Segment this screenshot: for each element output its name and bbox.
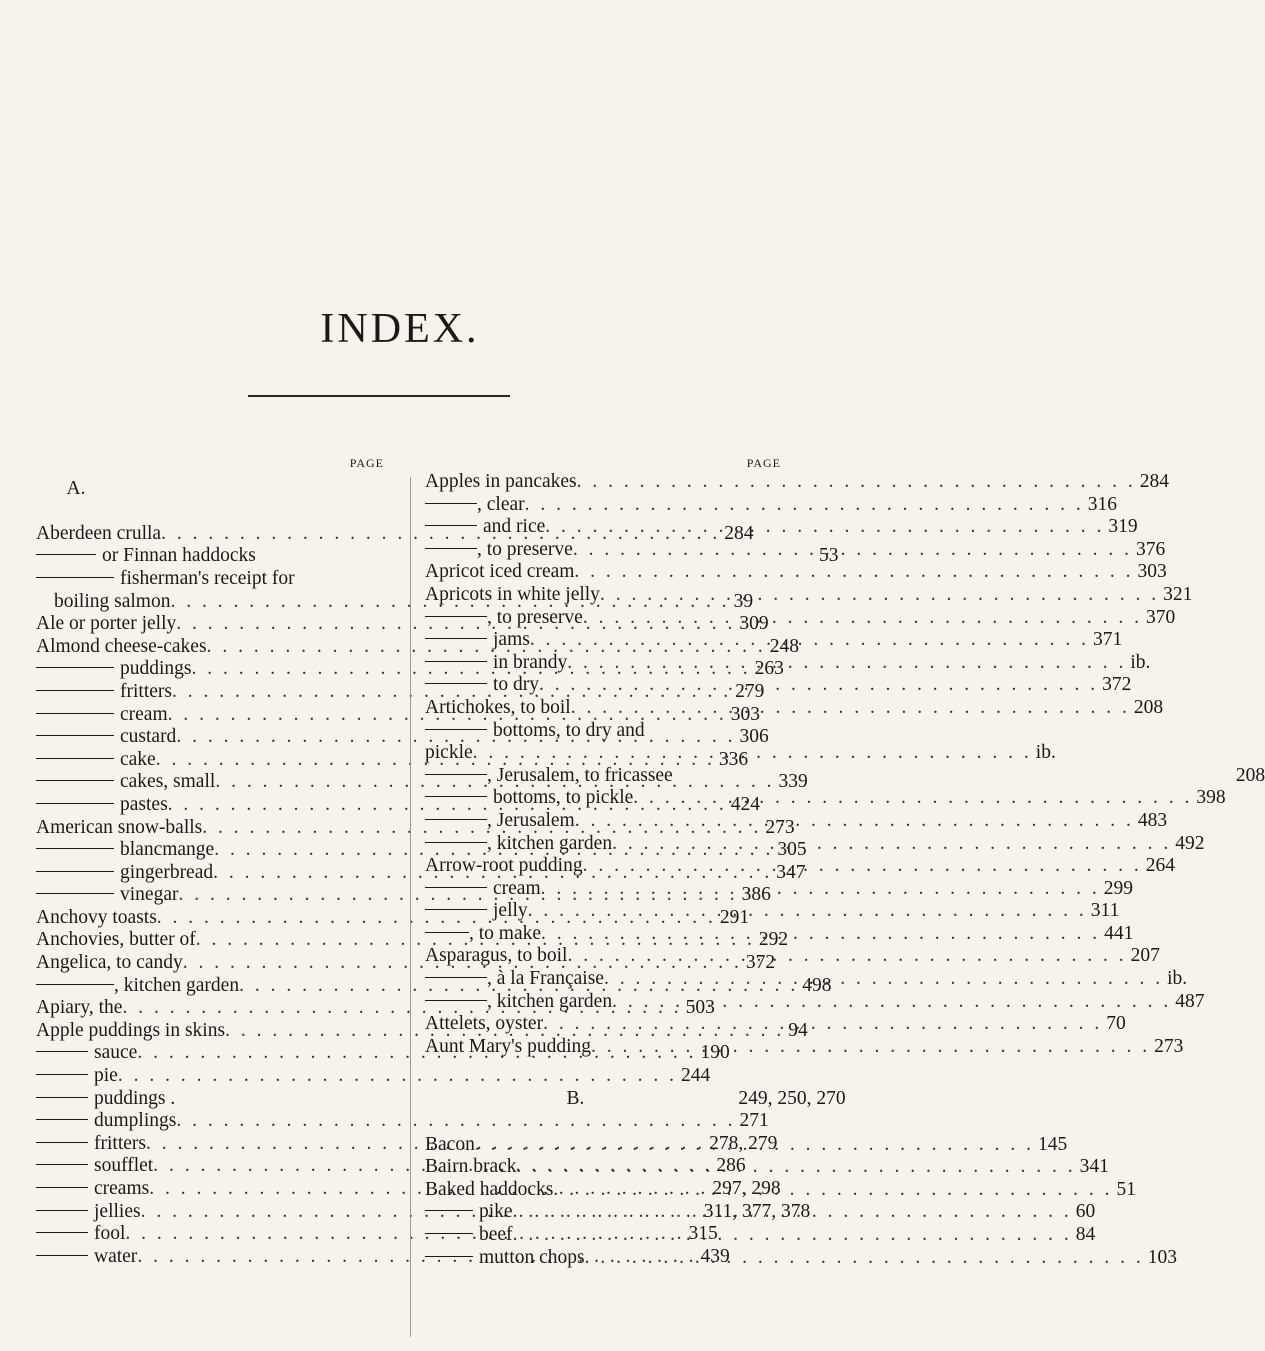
entry-text: Anchovies, butter of: [36, 929, 196, 951]
entry-text: jams: [493, 629, 530, 651]
entry-text: Bacon: [425, 1133, 475, 1155]
dot-leader: [541, 878, 1100, 901]
index-entry: [425, 583, 1193, 607]
index-entry: [425, 606, 1176, 630]
dot-leader: [612, 833, 1171, 856]
entry-text: pike: [479, 1201, 513, 1223]
page-number: 53: [818, 545, 839, 567]
page-number: 424: [730, 793, 761, 815]
entry-text: blancmange: [120, 839, 215, 861]
page-number: 370: [1145, 606, 1176, 628]
entry-text: , kitchen garden: [114, 974, 240, 996]
page-number: 103: [1147, 1246, 1177, 1268]
dot-leader: [525, 494, 1084, 517]
dot-leader: [553, 1179, 1112, 1202]
ditto-rule: [36, 1142, 88, 1143]
index-entry: [425, 1224, 1096, 1247]
entry-text: to dry: [493, 674, 540, 696]
section-letter-b: B.: [566, 1088, 585, 1110]
page-number: 292: [758, 929, 789, 951]
ditto-rule: [425, 1000, 487, 1001]
ditto-rule: [425, 819, 487, 820]
entry-text: , clear: [477, 493, 525, 515]
entry-text: Apples in pancakes: [425, 471, 577, 492]
index-entry: [425, 1178, 1136, 1202]
ditto-rule: [425, 525, 477, 526]
page-number: 303: [730, 703, 761, 725]
title-rule: [248, 395, 510, 397]
ditto-rule: [36, 1210, 88, 1211]
entry-text: Arrow-root pudding: [425, 855, 583, 877]
ditto-rule: [36, 1164, 88, 1165]
page-number: 244: [680, 1065, 711, 1087]
index-entry: [425, 877, 1134, 901]
page-number: 279: [735, 680, 765, 702]
entry-text: Attelets, oyster: [425, 1013, 544, 1035]
ditto-rule: [36, 1187, 88, 1188]
page-number: 94: [788, 1019, 808, 1041]
page-number: 319: [1108, 516, 1138, 538]
dot-leader: [591, 1036, 1150, 1059]
entry-text: custard: [120, 726, 177, 748]
page-number: 398: [1196, 787, 1226, 809]
page-number: 70: [1106, 1013, 1126, 1035]
ditto-rule: [425, 638, 487, 639]
index-entry: [425, 720, 781, 743]
entry-text: mutton chops: [479, 1246, 585, 1268]
entry-text: creams: [94, 1178, 150, 1199]
page-number: 299: [1103, 877, 1134, 899]
ditto-rule: [36, 803, 114, 804]
ditto-rule: [425, 616, 487, 617]
index-entry: [425, 674, 1132, 697]
dot-leader: [600, 584, 1159, 607]
entry-text: Aberdeen crulla: [36, 522, 162, 544]
entry-text: , to preserve: [477, 538, 573, 560]
ditto-rule: [36, 984, 114, 985]
dot-leader: [567, 945, 1126, 968]
entry-text: bottoms, to dry and: [493, 719, 645, 741]
dot-leader: [575, 810, 1134, 833]
dot-leader: [583, 607, 1142, 630]
entry-text: pastes: [120, 793, 168, 815]
entry-text: gingerbread: [120, 861, 214, 883]
dot-leader: [473, 742, 1032, 765]
page-number: 309: [739, 613, 769, 635]
page-number: 248: [769, 635, 799, 657]
page-number: 60: [1075, 1201, 1096, 1223]
page-number: 284: [724, 522, 754, 544]
page-number: 441: [1104, 922, 1134, 944]
entry-text: bottoms, to pickle: [493, 787, 634, 809]
page-number: 341: [1079, 1156, 1109, 1178]
entry-text: boiling salmon: [54, 590, 171, 612]
ditto-rule: [36, 554, 96, 555]
entry-text: water: [94, 1245, 138, 1267]
entry-text: cakes, small: [120, 771, 216, 793]
entry-text: Baked haddocks: [425, 1178, 554, 1200]
page-title: INDEX.: [320, 306, 480, 352]
dot-leader: [567, 652, 1126, 675]
entry-text: , to preserve: [487, 606, 583, 628]
page-number: 305: [777, 839, 807, 861]
page-number: 39: [733, 590, 754, 612]
ditto-rule: [425, 774, 487, 775]
page-number: 284: [1139, 471, 1169, 492]
ditto-rule: [425, 887, 487, 888]
page-number: 291: [719, 906, 750, 928]
page-number: 372: [745, 952, 776, 974]
ditto-rule: [36, 780, 114, 781]
page-number: 487: [1175, 990, 1205, 1012]
page-column-header: PAGE: [746, 456, 781, 470]
page-number: 84: [1075, 1224, 1096, 1245]
entry-text: Artichokes, to boil: [425, 696, 571, 718]
index-entry: [425, 990, 1205, 1014]
page-number: 145: [1037, 1133, 1068, 1155]
entry-text: Apricots in white jelly: [425, 583, 600, 605]
dot-leader: [573, 539, 1132, 562]
dot-leader: [539, 674, 1098, 697]
page-number: 311, 377, 378: [703, 1200, 811, 1222]
page-number: 371: [1092, 629, 1123, 651]
page-number: 208: [1133, 696, 1164, 718]
ditto-rule: [36, 577, 114, 578]
ditto-rule: [425, 548, 477, 549]
index-entry: [36, 1065, 711, 1088]
page-number: 386: [741, 884, 771, 906]
entry-text: soufflet: [94, 1155, 154, 1177]
entry-text: Asparagus, to boil: [425, 945, 568, 967]
dot-leader: [574, 561, 1133, 584]
page-number: 273: [1154, 1035, 1184, 1057]
page-number: 372: [1102, 674, 1132, 696]
entry-text: in brandy: [493, 651, 568, 673]
dot-leader: [528, 900, 1087, 923]
index-entry: [425, 696, 1164, 720]
entry-text: Bairn brack: [425, 1156, 517, 1178]
entry-text: puddings: [120, 658, 192, 680]
entry-text: sauce: [94, 1042, 138, 1064]
ditto-rule: [36, 1097, 88, 1098]
entry-text: cake: [120, 748, 156, 770]
entry-text: dumplings: [94, 1110, 177, 1132]
ditto-rule: [425, 909, 487, 910]
index-entry: [425, 1246, 1177, 1270]
entry-text: , à la Française: [487, 968, 604, 990]
entry-text: , to make: [469, 922, 542, 944]
ditto-rule: [425, 683, 487, 684]
ditto-rule: [36, 713, 114, 714]
page-number: 347: [776, 861, 806, 883]
index-entry: [425, 1035, 1184, 1059]
entry-text: fritters: [94, 1132, 146, 1154]
page-number: 263: [754, 658, 784, 680]
index-entry: [425, 1133, 1068, 1157]
page-number: 264: [1145, 855, 1175, 877]
entry-text: pie: [94, 1065, 118, 1087]
index-entry: [425, 651, 1151, 675]
entry-text: cream: [120, 703, 168, 725]
entry-text: American snow-balls: [36, 816, 203, 838]
dot-leader: [633, 787, 1192, 810]
ditto-rule: [425, 503, 477, 504]
dot-leader: [517, 1156, 1076, 1179]
page-number: 297, 298: [712, 1178, 781, 1199]
page-number: 376: [1135, 538, 1166, 560]
page-number: 208: [1235, 764, 1265, 786]
ditto-rule: [36, 667, 114, 668]
entry-text: fool: [94, 1223, 126, 1245]
dot-leader: [585, 1247, 1144, 1270]
ditto-rule: [425, 977, 487, 978]
page-column-header: PAGE: [349, 456, 384, 470]
dot-leader: [530, 629, 1089, 652]
page-number: 51: [1116, 1178, 1136, 1200]
dot-leader: [583, 855, 1142, 878]
entry-text: , Jerusalem, to fricassee: [487, 764, 673, 786]
ditto-rule: [36, 1232, 88, 1233]
index-entries-right-b: [425, 1133, 1177, 1270]
page-number: 498: [802, 974, 832, 996]
index-entry: [425, 922, 1134, 946]
ditto-rule: [36, 1119, 88, 1120]
index-entry: [425, 493, 1118, 517]
page-number: 336: [718, 748, 749, 770]
index-entry: [425, 742, 1056, 765]
entry-text: puddings .: [94, 1087, 176, 1109]
entry-text: Apricot iced cream: [425, 561, 575, 583]
dot-leader: [577, 471, 1136, 494]
ditto-rule: [36, 848, 114, 849]
page-number: 190: [700, 1042, 730, 1064]
dot-leader: [513, 1201, 1072, 1224]
entry-text: Angelica, to candy: [36, 952, 183, 974]
entry-text: Anchovy toasts: [36, 906, 157, 928]
entry-text: and rice: [483, 516, 546, 538]
entry-text: Ale or porter jelly: [36, 613, 177, 635]
index-entry: [425, 787, 1226, 810]
ditto-rule: [36, 735, 114, 736]
ditto-rule: [36, 871, 114, 872]
dot-leader: [543, 1013, 1102, 1036]
page-number: 492: [1175, 832, 1205, 854]
index-entry: [425, 1201, 1096, 1224]
entry-text: beef: [479, 1224, 513, 1245]
entry-text: vinegar: [120, 884, 179, 906]
page-number: 503: [685, 997, 715, 1019]
entry-text: , kitchen garden: [487, 990, 613, 1012]
index-entry: [36, 568, 384, 591]
page-number: 278, 279: [709, 1132, 778, 1154]
page-number: 286: [716, 1155, 746, 1177]
page-number: 311: [1090, 900, 1120, 922]
page-number: 207: [1130, 945, 1160, 967]
entry-text: jellies: [94, 1200, 141, 1222]
entry-text: fritters: [120, 680, 172, 702]
section-letter-a: A.: [66, 477, 86, 499]
page-number: ib.: [1167, 968, 1188, 990]
page-number: ib.: [1130, 651, 1151, 673]
index-entry: [425, 471, 1169, 494]
entry-text: Apple puddings in skins: [36, 1019, 226, 1041]
page-number: 321: [1163, 583, 1193, 605]
page-number: 249, 250, 270: [738, 1087, 846, 1109]
column-divider: [410, 477, 411, 1337]
entry-text: , Jerusalem: [487, 809, 575, 831]
entry-text: or Finnan haddocks: [102, 545, 256, 567]
ditto-rule: [36, 1255, 88, 1256]
ditto-rule: [36, 690, 114, 691]
page-number: 339: [778, 771, 808, 793]
entry-text: Aunt Mary's pudding: [425, 1035, 592, 1057]
dot-leader: [513, 1224, 1072, 1247]
page-number: ib.: [1035, 742, 1056, 764]
ditto-rule: [425, 932, 469, 933]
index-entry: [36, 1087, 846, 1111]
ditto-rule: [425, 842, 487, 843]
index-entry: [425, 516, 1138, 539]
index-entry: [425, 900, 1120, 923]
ditto-rule: [36, 1051, 88, 1052]
ditto-rule: [36, 893, 114, 894]
dot-leader: [604, 968, 1163, 991]
page-number: 303: [1137, 561, 1167, 583]
page-number: 273: [765, 816, 795, 838]
ditto-rule: [425, 1233, 473, 1234]
dot-leader: [541, 923, 1100, 946]
entry-text: jelly: [493, 900, 528, 922]
index-entry: [425, 1156, 1109, 1179]
dot-leader: [612, 991, 1171, 1014]
entry-text: Apiary, the: [36, 997, 123, 1019]
dot-leader: [571, 697, 1130, 720]
entry-text: , kitchen garden: [487, 832, 613, 854]
entry-text: Almond cheese-cakes: [36, 635, 207, 657]
dot-leader: [475, 1134, 1034, 1157]
index-entry: [425, 561, 1167, 584]
page-number: 315: [688, 1223, 718, 1245]
page-number: 439: [700, 1245, 730, 1267]
page-number: 306: [739, 726, 769, 748]
entry-text: pickle: [425, 742, 473, 764]
ditto-rule: [36, 758, 114, 759]
page-number: 271: [739, 1110, 769, 1132]
page-number: 483: [1137, 809, 1168, 831]
index-entry: [36, 1110, 769, 1133]
index-entry: [425, 945, 1160, 968]
page-number: 316: [1087, 493, 1118, 515]
ditto-rule: [425, 1256, 473, 1257]
ditto-rule: [425, 796, 487, 797]
ditto-rule: [425, 661, 487, 662]
entry-text: cream: [493, 877, 541, 899]
dot-leader: [545, 516, 1104, 539]
ditto-rule: [425, 1210, 473, 1211]
entry-text: fisherman's receipt for: [120, 567, 295, 589]
ditto-rule: [425, 729, 487, 730]
ditto-rule: [36, 1074, 88, 1075]
